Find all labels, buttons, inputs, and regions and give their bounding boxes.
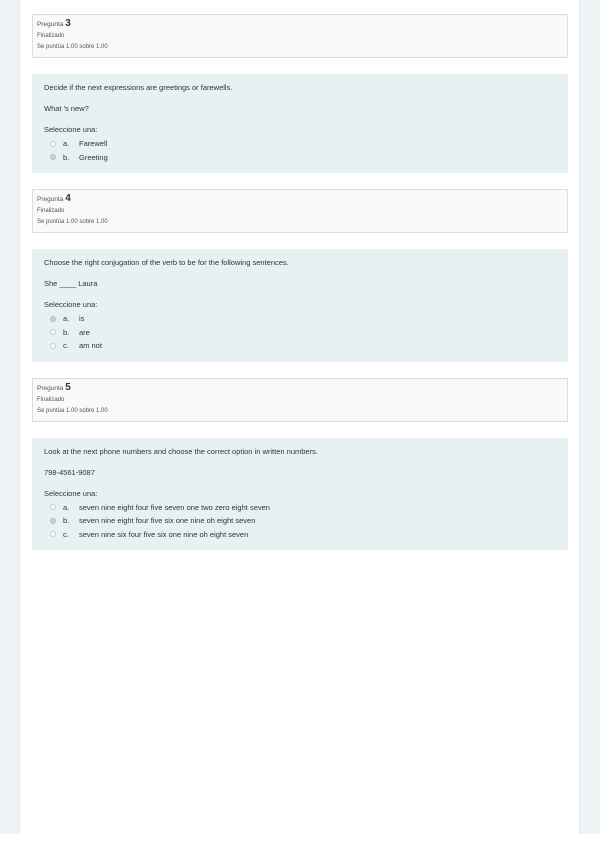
option-letter: b. [63, 152, 70, 162]
answer-option-b[interactable] [44, 326, 556, 340]
option-text: are [79, 327, 90, 337]
question-number: 5 [65, 381, 71, 393]
answer-option-a[interactable] [44, 312, 556, 326]
option-text: am not [79, 341, 102, 350]
option-text: is [79, 314, 85, 323]
radio-button-selected[interactable] [50, 154, 56, 160]
question-text: 798-4561-9087 [44, 467, 95, 477]
question-info-4 [32, 189, 568, 233]
option-letter: b. [63, 516, 70, 525]
question-score: Se puntúa 1.00 sobre 1.00 [37, 219, 108, 225]
answer-prompt: Seleccione una: [44, 488, 98, 498]
option-letter: a. [63, 314, 70, 323]
question-label: Pregunta [37, 196, 64, 203]
question-intro: Look at the next phone numbers and choose the correct option in written numbers. [44, 446, 318, 456]
question-content-4 [32, 249, 568, 362]
option-text: seven nine eight four five six one nine oh eight seven [79, 516, 256, 525]
option-letter: c. [63, 341, 69, 350]
option-text: seven nine six four five six one nine oh eight seven [79, 529, 249, 539]
option-letter: a. [63, 502, 70, 512]
question-status: Finalizado [37, 208, 65, 214]
question-score: Se puntúa 1.00 sobre 1.00 [37, 407, 108, 414]
question-number: 3 [65, 18, 71, 29]
right-side-panel [579, 0, 600, 834]
question-intro: Choose the right conjugation of the verb to be for the following sentences. [44, 258, 289, 267]
answer-options [44, 312, 556, 353]
answer-options [44, 137, 556, 164]
question-text: She ____ Laura [44, 279, 98, 288]
radio-button-selected[interactable] [50, 518, 56, 524]
radio-button[interactable] [50, 504, 56, 510]
quiz-review-content [32, 14, 568, 550]
option-letter: b. [63, 327, 70, 337]
question-info-3 [32, 14, 568, 58]
question-number: 4 [65, 193, 71, 204]
question-content-3 [32, 74, 568, 173]
answer-option-b[interactable] [44, 514, 556, 528]
radio-button[interactable] [50, 343, 56, 349]
radio-button[interactable] [50, 141, 56, 147]
answer-option-c[interactable] [44, 528, 556, 542]
question-info-5 [32, 378, 568, 422]
answer-option-c[interactable] [44, 339, 556, 353]
radio-button[interactable] [50, 329, 56, 335]
answer-option-a[interactable] [44, 501, 556, 515]
question-content-5 [32, 438, 568, 551]
answer-option-b[interactable] [44, 151, 556, 165]
radio-button[interactable] [50, 531, 56, 537]
answer-prompt: Seleccione una: [44, 125, 98, 134]
question-label: Pregunta [37, 384, 64, 392]
option-text: Greeting [79, 152, 108, 162]
question-status: Finalizado [37, 396, 65, 403]
option-letter: c. [63, 529, 69, 539]
answer-option-a[interactable] [44, 137, 556, 151]
answer-prompt: Seleccione una: [44, 300, 98, 309]
option-text: seven nine eight four five seven one two zero eight seven [79, 502, 270, 512]
option-letter: a. [63, 139, 70, 148]
question-score: Se puntúa 1.00 sobre 1.00 [37, 44, 108, 50]
question-label: Pregunta [37, 21, 64, 28]
left-side-panel [0, 0, 20, 834]
question-intro: Decide if the next expressions are greetings or farewells. [44, 83, 233, 92]
question-text: What 's new? [44, 104, 89, 113]
answer-options [44, 501, 556, 542]
option-text: Farewell [79, 139, 108, 148]
radio-button-selected[interactable] [50, 316, 56, 322]
question-status: Finalizado [37, 33, 65, 39]
